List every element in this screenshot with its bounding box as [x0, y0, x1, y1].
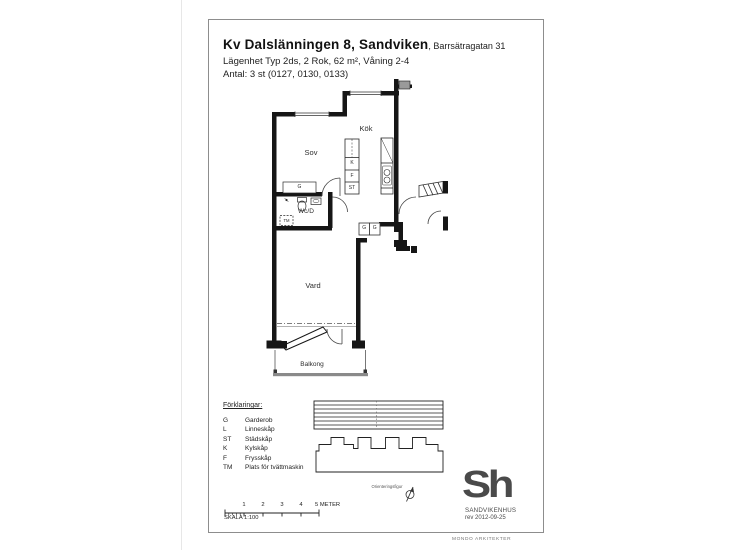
apartment-subtitle: Lägenhet Typ 2ds, 2 Rok, 62 m², Våning 2-4 [223, 56, 410, 67]
compass-icon [406, 487, 414, 502]
fixture-label-tm: TM [283, 217, 290, 223]
legend-row [223, 425, 304, 434]
legend-abbr: ST [223, 435, 232, 443]
stairs [419, 181, 448, 231]
legend-row [223, 416, 304, 425]
legend-row [223, 444, 304, 453]
legend-heading: Förklaringar: [223, 402, 263, 409]
architect-credit: MONDO ARKITEKTER [452, 537, 512, 542]
drawing-sheet [208, 19, 544, 533]
legend [223, 402, 304, 472]
fixture-label-stad: ST [348, 185, 356, 191]
balcony-door [276, 324, 356, 351]
room-label-wcd: Wc/D [298, 208, 314, 215]
revision-date: rev 2012-09-25 [465, 515, 506, 521]
legend-abbr: L [223, 426, 227, 434]
legend-label: Frysskåp [245, 454, 272, 462]
legend-label: Linneskåp [245, 426, 275, 434]
legend-row [223, 463, 304, 472]
fixture-label-hall-g1: G [362, 225, 367, 231]
sandvikenhus-logo: Sh [462, 464, 511, 506]
vent-shaft [394, 79, 412, 91]
legend-label: Garderob [245, 417, 273, 424]
legend-row [223, 454, 304, 463]
legend-label: Plats för tvättmaskin [245, 464, 304, 472]
legend-label: Kylskåp [245, 445, 268, 453]
fixture-label-hall-g2: G [372, 225, 377, 231]
legend-abbr: F [223, 454, 227, 462]
building-outline [316, 438, 443, 473]
legend-row [223, 435, 304, 444]
scale-end-label: 5 METER [315, 502, 341, 508]
scale-number-1: 1 [242, 502, 246, 508]
scale-number-2: 2 [261, 502, 265, 508]
quantity-line: Antal: 3 st (0127, 0130, 0133) [223, 69, 349, 80]
scale-number-4: 4 [299, 502, 303, 508]
legend-abbr: K [223, 445, 228, 453]
fixture-label-garderob: G [297, 184, 302, 190]
company-name: SANDVIKENHUS [465, 507, 517, 514]
project-title: Kv Dalslänningen 8, Sandviken [223, 37, 429, 52]
fixture-label-kyl: K [350, 160, 354, 166]
scale-text: SKALA 1:100 [224, 515, 259, 521]
room-label-sov: Sov [304, 148, 318, 157]
room-label-vard: Vard [305, 281, 321, 290]
legend-abbr: G [223, 417, 229, 424]
room-label-kok: Kök [359, 124, 373, 133]
fixture-label-frys: F [350, 172, 354, 179]
scan-artifact-line [181, 0, 182, 550]
facade-elevation [314, 401, 443, 429]
orientation-caption: Orienteringsfigur [371, 484, 403, 489]
legend-abbr: TM [223, 464, 233, 472]
scale-number-3: 3 [280, 502, 284, 508]
project-address: , Barrsätragatan 31 [428, 41, 506, 51]
room-label-balkong: Balkong [300, 361, 324, 368]
legend-label: Städskåp [245, 435, 273, 443]
